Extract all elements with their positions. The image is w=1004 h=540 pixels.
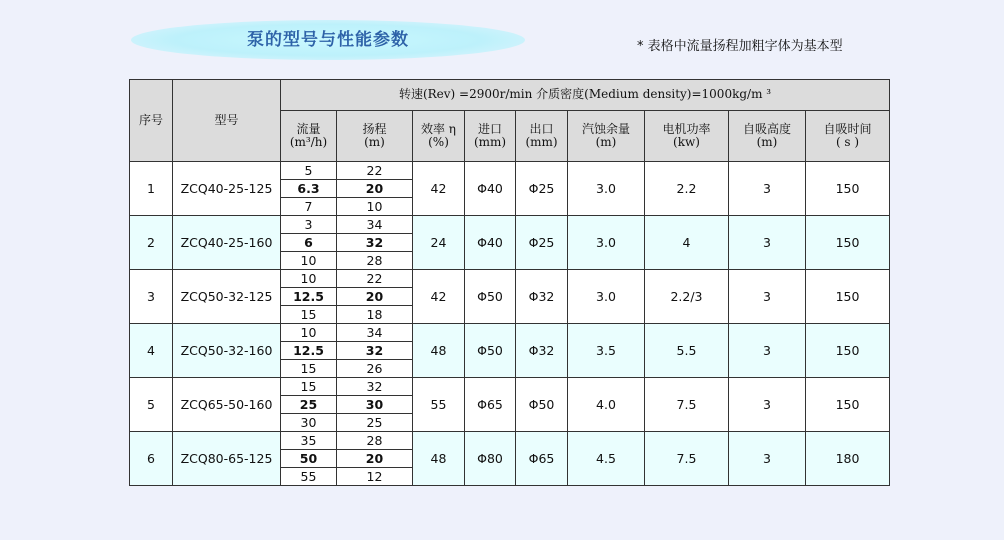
head-value: 20 (337, 450, 413, 468)
head-value: 32 (337, 234, 413, 252)
flow-value: 12.5 (281, 342, 337, 360)
flow-value: 15 (281, 306, 337, 324)
inlet-value: Φ65 (465, 378, 516, 432)
row-model: ZCQ40-25-160 (173, 216, 281, 270)
row-number: 6 (130, 432, 173, 486)
power-value: 5.5 (645, 324, 729, 378)
table-row (130, 270, 890, 288)
head-value: 32 (337, 342, 413, 360)
row-model: ZCQ40-25-125 (173, 162, 281, 216)
header-flow: 流量 (m³/h) (281, 111, 337, 162)
suction-time-value: 150 (806, 270, 890, 324)
suction-height-value: 3 (729, 270, 806, 324)
head-value: 12 (337, 468, 413, 486)
pump-spec-table (129, 79, 890, 486)
outlet-value: Φ50 (516, 378, 568, 432)
flow-value: 15 (281, 378, 337, 396)
outlet-value: Φ25 (516, 216, 568, 270)
head-value: 25 (337, 414, 413, 432)
inlet-value: Φ40 (465, 216, 516, 270)
table-row (130, 432, 890, 450)
head-value: 18 (337, 306, 413, 324)
header-suction-time: 自吸时间 ( s ) (806, 111, 890, 162)
power-value: 4 (645, 216, 729, 270)
head-value: 32 (337, 378, 413, 396)
table-row (130, 378, 890, 396)
head-value: 34 (337, 216, 413, 234)
power-value: 2.2/3 (645, 270, 729, 324)
header-efficiency: 效率 η (%) (413, 111, 465, 162)
outlet-value: Φ32 (516, 270, 568, 324)
efficiency-value: 24 (413, 216, 465, 270)
efficiency-value: 48 (413, 324, 465, 378)
header-power: 电机功率 (kw) (645, 111, 729, 162)
flow-value: 3 (281, 216, 337, 234)
flow-value: 6.3 (281, 180, 337, 198)
suction-height-value: 3 (729, 432, 806, 486)
efficiency-value: 42 (413, 270, 465, 324)
header-condition: 转速(Rev) =2900r/min 介质密度(Medium density)=1000kg/m ³ (281, 80, 890, 111)
table-row (130, 162, 890, 180)
flow-value: 5 (281, 162, 337, 180)
suction-time-value: 180 (806, 432, 890, 486)
flow-value: 10 (281, 270, 337, 288)
flow-value: 6 (281, 234, 337, 252)
header-npsh: 汽蚀余量 (m) (568, 111, 645, 162)
header-model: 型号 (173, 80, 281, 162)
suction-time-value: 150 (806, 162, 890, 216)
row-number: 2 (130, 216, 173, 270)
header-inlet: 进口 (mm) (465, 111, 516, 162)
power-value: 7.5 (645, 432, 729, 486)
flow-value: 35 (281, 432, 337, 450)
table-row (130, 216, 890, 234)
flow-value: 12.5 (281, 288, 337, 306)
flow-value: 55 (281, 468, 337, 486)
flow-value: 25 (281, 396, 337, 414)
suction-time-value: 150 (806, 324, 890, 378)
head-value: 34 (337, 324, 413, 342)
flow-value: 15 (281, 360, 337, 378)
head-value: 28 (337, 432, 413, 450)
suction-time-value: 150 (806, 216, 890, 270)
header-head: 扬程 (m) (337, 111, 413, 162)
head-value: 10 (337, 198, 413, 216)
power-value: 2.2 (645, 162, 729, 216)
suction-height-value: 3 (729, 216, 806, 270)
head-value: 30 (337, 396, 413, 414)
suction-height-value: 3 (729, 162, 806, 216)
row-model: ZCQ65-50-160 (173, 378, 281, 432)
npsh-value: 4.0 (568, 378, 645, 432)
power-value: 7.5 (645, 378, 729, 432)
head-value: 20 (337, 180, 413, 198)
flow-value: 30 (281, 414, 337, 432)
npsh-value: 3.5 (568, 324, 645, 378)
row-model: ZCQ50-32-160 (173, 324, 281, 378)
head-value: 20 (337, 288, 413, 306)
efficiency-value: 42 (413, 162, 465, 216)
table-row (130, 324, 890, 342)
row-number: 5 (130, 378, 173, 432)
inlet-value: Φ50 (465, 324, 516, 378)
row-model: ZCQ80-65-125 (173, 432, 281, 486)
npsh-value: 3.0 (568, 270, 645, 324)
flow-value: 50 (281, 450, 337, 468)
header-suction-height: 自吸高度 (m) (729, 111, 806, 162)
efficiency-value: 48 (413, 432, 465, 486)
head-value: 22 (337, 162, 413, 180)
flow-value: 7 (281, 198, 337, 216)
inlet-value: Φ80 (465, 432, 516, 486)
table-note: * 表格中流量扬程加粗字体为基本型 (637, 39, 843, 54)
header-no: 序号 (130, 80, 173, 162)
row-number: 3 (130, 270, 173, 324)
head-value: 26 (337, 360, 413, 378)
npsh-value: 4.5 (568, 432, 645, 486)
row-number: 4 (130, 324, 173, 378)
efficiency-value: 55 (413, 378, 465, 432)
suction-time-value: 150 (806, 378, 890, 432)
outlet-value: Φ32 (516, 324, 568, 378)
head-value: 28 (337, 252, 413, 270)
flow-value: 10 (281, 324, 337, 342)
outlet-value: Φ25 (516, 162, 568, 216)
page-title: 泵的型号与性能参数 (247, 30, 409, 50)
outlet-value: Φ65 (516, 432, 568, 486)
row-number: 1 (130, 162, 173, 216)
suction-height-value: 3 (729, 324, 806, 378)
flow-value: 10 (281, 252, 337, 270)
inlet-value: Φ50 (465, 270, 516, 324)
npsh-value: 3.0 (568, 162, 645, 216)
header-outlet: 出口 (mm) (516, 111, 568, 162)
suction-height-value: 3 (729, 378, 806, 432)
head-value: 22 (337, 270, 413, 288)
inlet-value: Φ40 (465, 162, 516, 216)
npsh-value: 3.0 (568, 216, 645, 270)
row-model: ZCQ50-32-125 (173, 270, 281, 324)
